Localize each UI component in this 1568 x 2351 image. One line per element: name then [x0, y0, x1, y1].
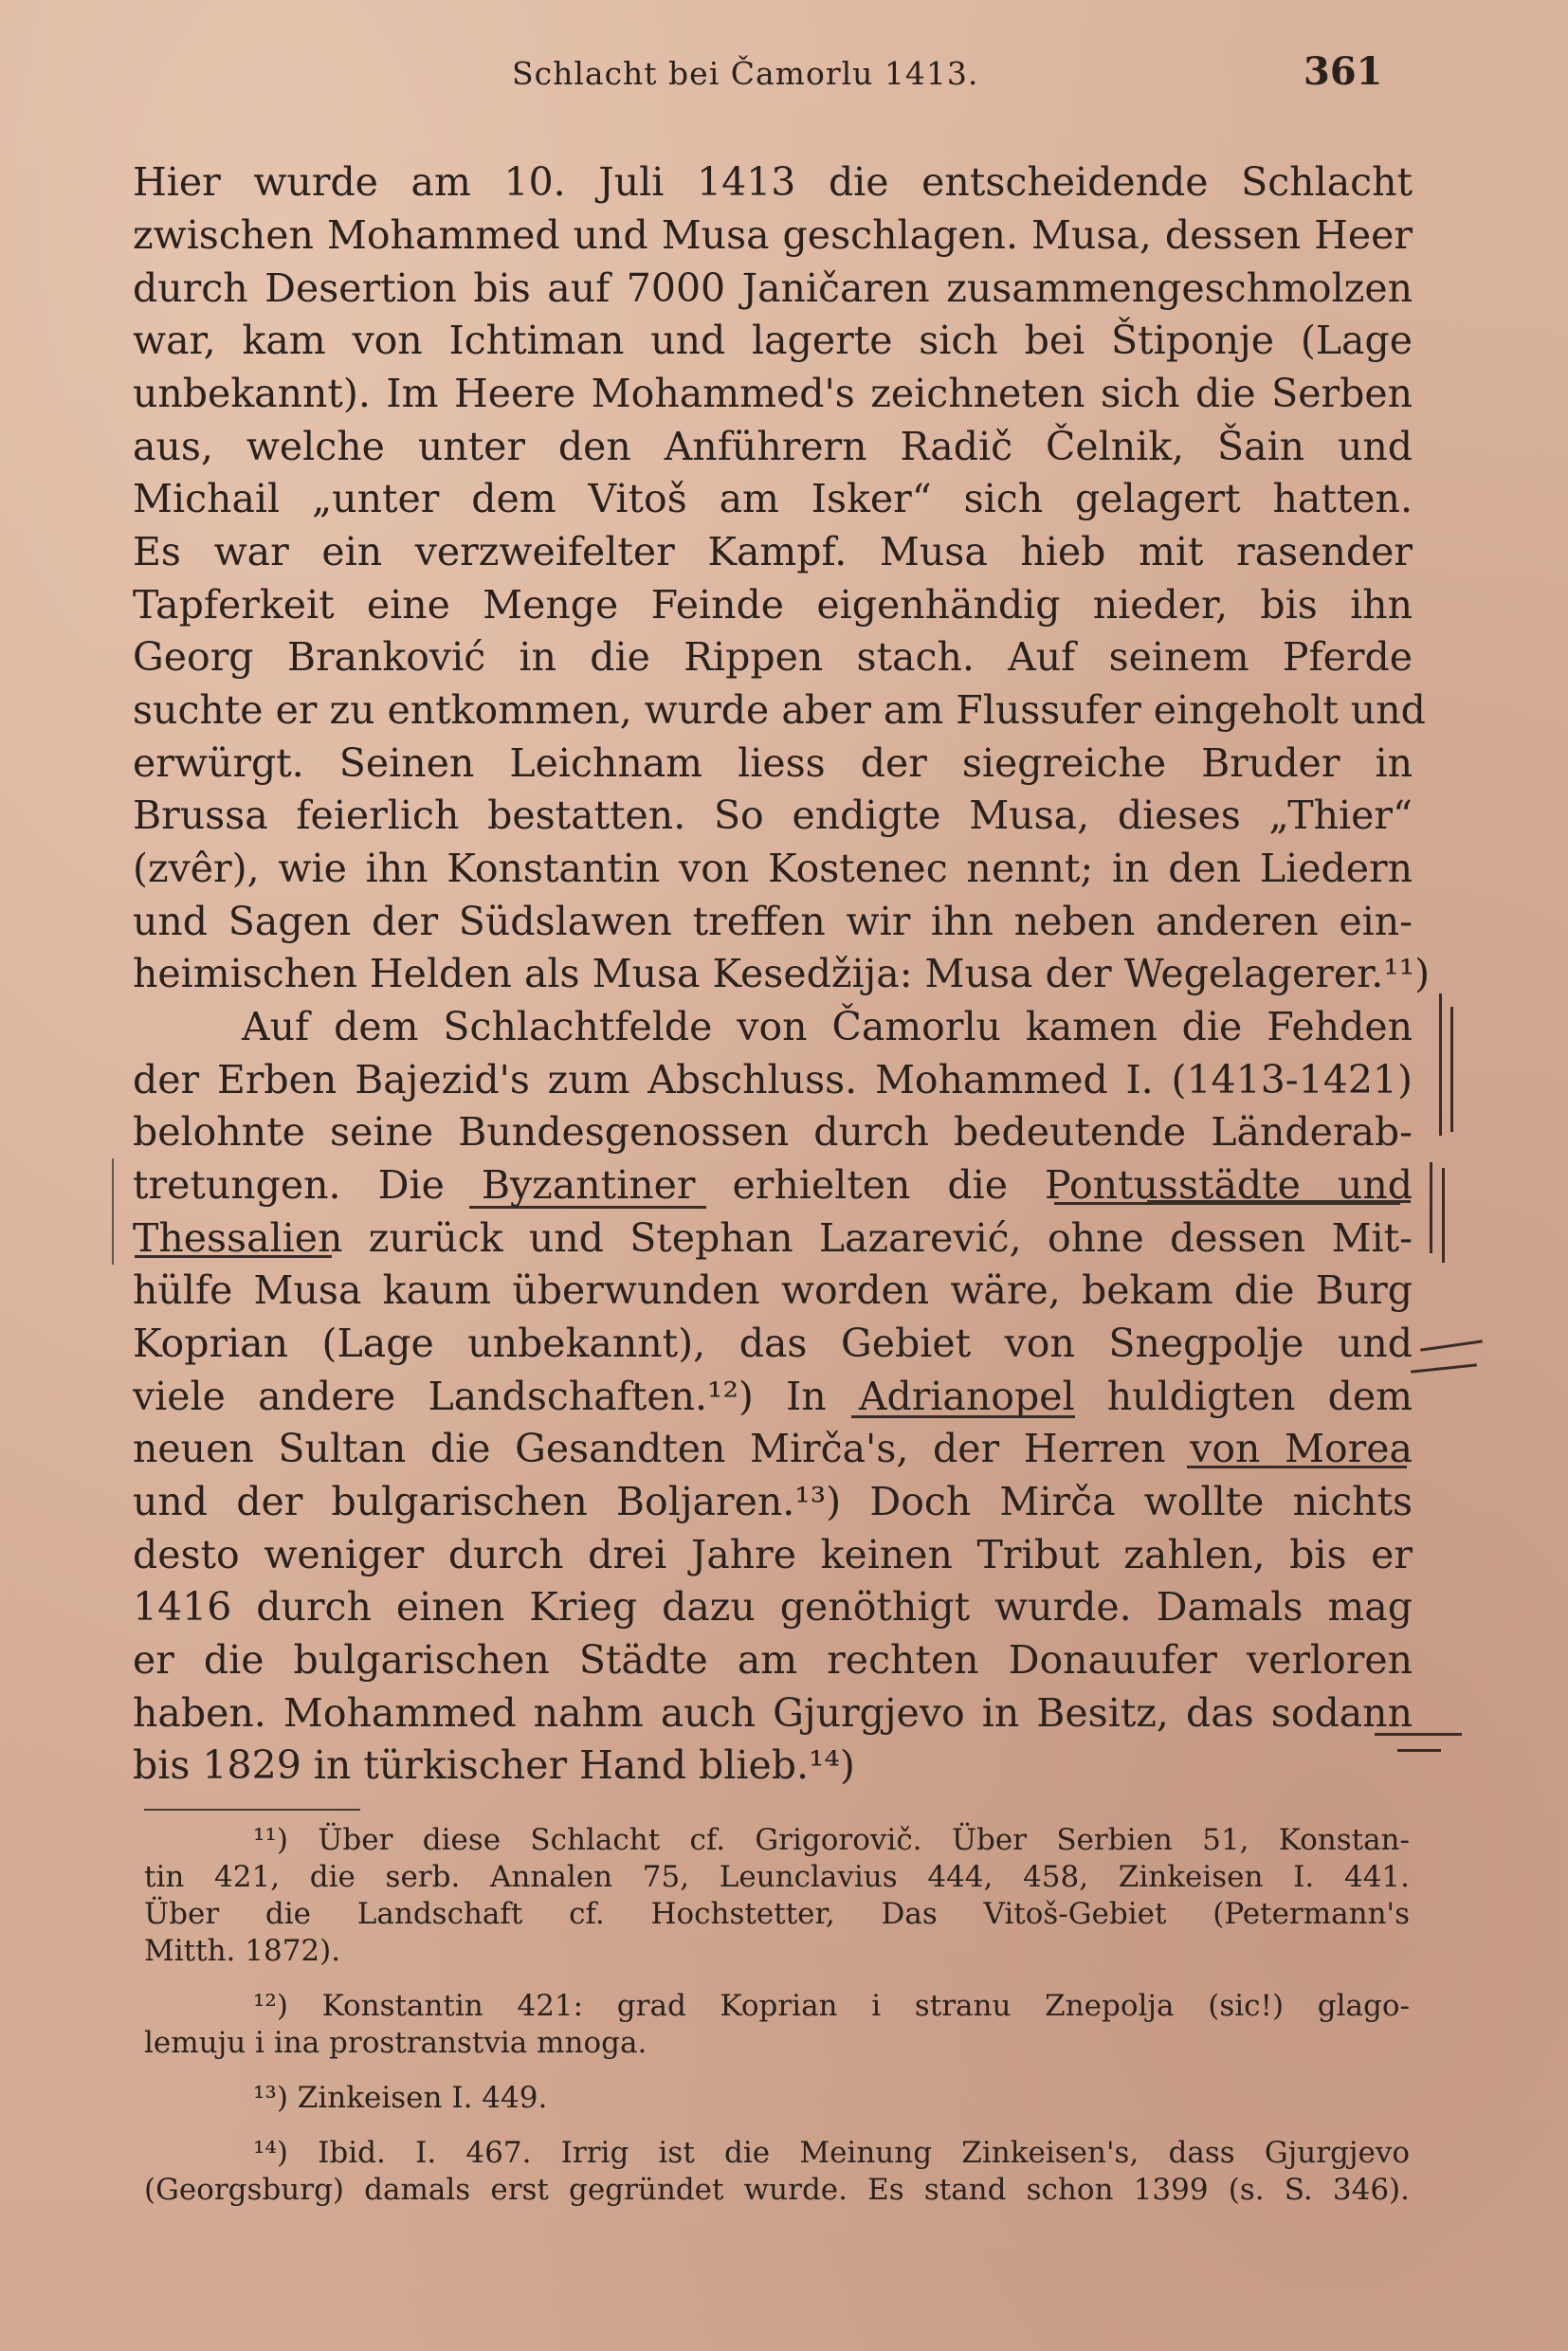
margin-dash [1420, 1340, 1483, 1351]
text-line: erwürgt. Seinen Leichnam liess der siegreiche Bruder in [133, 740, 1413, 786]
text-line: Koprian (Lage unbekannt), das Gebiet von Snegpolje und [133, 1321, 1413, 1366]
text-line: zwischen Mohammed und Musa geschlagen. Musa, dessen Heer [133, 212, 1413, 258]
text-line: Auf dem Schlachtfelde von Čamorlu kamen die Fehden [242, 1004, 1413, 1049]
text-line: bis 1829 in türkischer Hand blieb.¹⁴) [133, 1742, 855, 1788]
text-line: heimischen Helden als Musa Kesedžija: Musa der Wegelagerer.¹¹) [133, 951, 1431, 996]
text-line: Tapferkeit eine Menge Feinde eigenhändig nieder, bis ihn [133, 582, 1413, 628]
underline-stroke [469, 1206, 706, 1209]
margin-dash [1375, 1733, 1462, 1736]
margin-stroke [112, 1158, 114, 1265]
footnote-line: ¹⁴) Ibid. I. 467. Irrig ist die Meinung Zinkeisen's, dass Gjurgjevo [253, 2136, 1410, 2170]
margin-stroke [1450, 1007, 1453, 1132]
footnote-line: ¹¹) Über diese Schlacht cf. Grigorovič. Über Serbien 51, Konstan- [253, 1823, 1410, 1857]
text-line: Georg Branković in die Rippen stach. Auf seinem Pferde [133, 634, 1413, 680]
running-header [0, 49, 1568, 106]
margin-dash [1411, 1363, 1477, 1373]
text-line: 1416 durch einen Krieg dazu genöthigt wurde. Damals mag [133, 1584, 1413, 1630]
text-line: Thessalien zurück und Stephan Lazarević, ohne dessen Mit- [133, 1215, 1413, 1261]
text-line: Brussa feierlich bestatten. So endigte Musa, dieses „Thier“ [133, 793, 1413, 838]
text-line: (zvêr), wie ihn Konstantin von Kostenec nennt; in den Liedern [133, 846, 1413, 891]
text-line: tretungen. Die Byzantiner erhielten die Pontusstädte und [133, 1162, 1413, 1208]
text-line: und der bulgarischen Boljaren.¹³) Doch Mirča wollte nichts [133, 1479, 1413, 1524]
footnote-line: tin 421, die serb. Annalen 75, Leunclavius 444, 458, Zinkeisen I. 441. [144, 1860, 1410, 1894]
text-line: viele andere Landschaften.¹²) In Adrianopel huldigten dem [133, 1374, 1413, 1419]
text-line: er die bulgarischen Städte am rechten Donauufer verloren [133, 1637, 1413, 1683]
text-line: durch Desertion bis auf 7000 Janičaren zusammengeschmolzen [133, 265, 1413, 311]
margin-stroke [1430, 1162, 1432, 1253]
footnote-line: (Georgsburg) damals erst gegründet wurde. Es stand schon 1399 (s. S. 346). [144, 2173, 1410, 2207]
text-line: haben. Mohammed nahm auch Gjurgjevo in Besitz, das sodann [133, 1690, 1413, 1736]
underline-stroke [135, 1255, 332, 1258]
text-line: suchte er zu entkommen, wurde aber am Flussufer eingeholt und [133, 687, 1426, 733]
text-line: der Erben Bajezid's zum Abschluss. Mohammed I. (1413-1421) [133, 1057, 1413, 1103]
text-line: Hier wurde am 10. Juli 1413 die entscheidende Schlacht [133, 159, 1413, 205]
text-line: belohnte seine Bundesgenossen durch bedeutende Länderab- [133, 1109, 1413, 1155]
text-line: hülfe Musa kaum überwunden worden wäre, bekam die Burg [133, 1267, 1413, 1313]
footnote-line: Über die Landschaft cf. Hochstetter, Das Vitoš-Gebiet (Petermann's [144, 1897, 1410, 1931]
text-line: und Sagen der Südslawen treffen wir ihn neben anderen ein- [133, 899, 1413, 944]
text-line: war, kam von Ichtiman und lagerte sich bei Štiponje (Lage [133, 318, 1413, 363]
footnote-line: ¹²) Konstantin 421: grad Koprian i stranu Znepolja (sic!) glago- [253, 1989, 1410, 2023]
margin-stroke [1442, 1168, 1445, 1263]
text-line: desto weniger durch drei Jahre keinen Tribut zahlen, bis er [133, 1532, 1413, 1577]
margin-dash [1397, 1749, 1441, 1752]
underline-stroke [1187, 1466, 1407, 1468]
margin-stroke [1439, 993, 1442, 1136]
text-line: neuen Sultan die Gesandten Mirča's, der Herren von Morea [133, 1426, 1413, 1471]
text-line: aus, welche unter den Anführern Radič Čelnik, Šain und [133, 424, 1413, 469]
footnote-line: lemuju i ina prostranstvia mnoga. [144, 2026, 647, 2060]
underline-stroke [1147, 1200, 1411, 1203]
text-line: unbekannt). Im Heere Mohammed's zeichneten sich die Serben [133, 371, 1413, 416]
footnote-rule [144, 1809, 360, 1811]
underline-stroke [851, 1415, 1075, 1418]
footnote-line: ¹³) Zinkeisen I. 449. [253, 2081, 548, 2115]
footnote-line: Mitth. 1872). [144, 1934, 341, 1968]
page-number: 361 [1304, 49, 1383, 94]
text-line: Es war ein verzweifelter Kampf. Musa hieb mit rasender [133, 529, 1413, 574]
text-line: Michail „unter dem Vitoš am Isker“ sich gelagert hatten. [133, 476, 1413, 521]
running-title: Schlacht bei Čamorlu 1413. [512, 55, 979, 92]
